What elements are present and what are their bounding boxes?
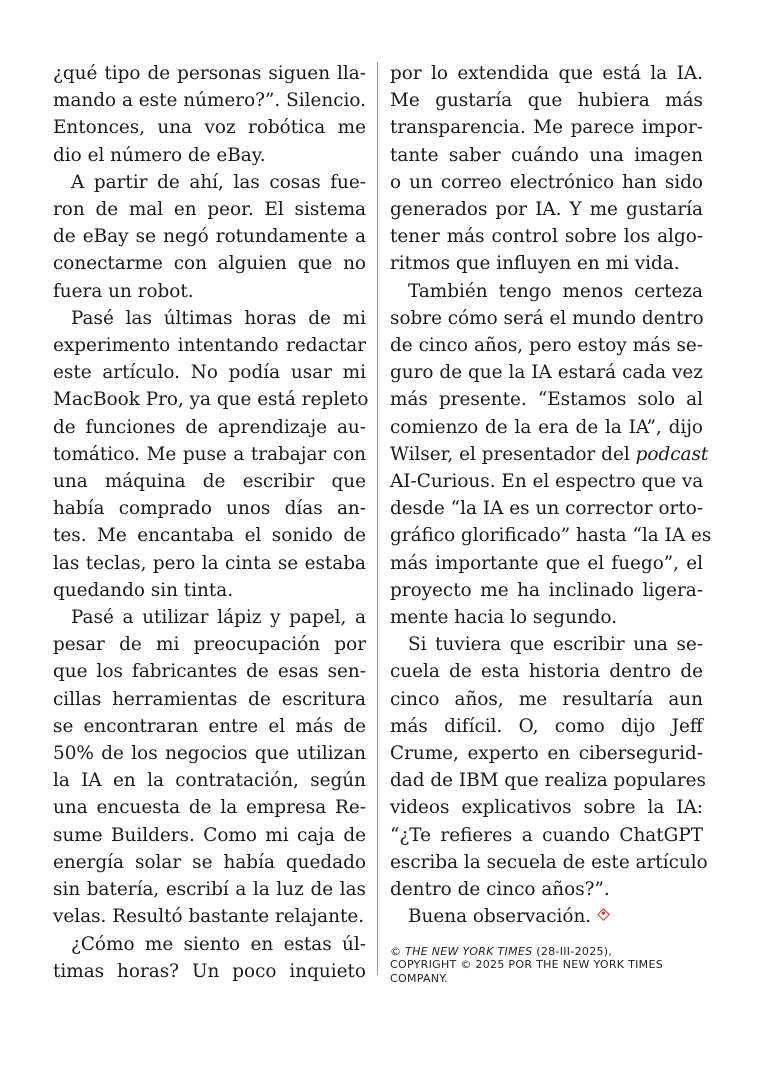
- text-line: guro de que la IA estará cada vez: [390, 362, 703, 384]
- text-line: la IA en la contratación, según: [53, 770, 366, 792]
- text-line: cuela de esta historia dentro de: [390, 661, 703, 683]
- text-line: ritmos que influyen en mi vida.: [390, 253, 680, 275]
- text-line: las teclas, pero la cinta se estaba: [53, 552, 366, 574]
- text-line: MacBook Pro, ya que está repleto: [53, 389, 369, 411]
- text-line: Entonces, una voz robótica me: [53, 117, 366, 139]
- text-line: mando a este número?”. Silencio.: [53, 90, 366, 112]
- text-line: 50% de los negocios que utilizan: [53, 743, 366, 765]
- copyright-credit: [390, 945, 703, 986]
- text-line: conectarme con alguien que no: [53, 253, 366, 275]
- text-line: más importante que el fuego”, el: [390, 552, 703, 574]
- podcast-word: podcast: [635, 443, 709, 465]
- text-line: Pasé a utilizar lápiz y papel, a: [71, 607, 366, 629]
- text-line: “¿Te refieres a cuando ChatGPT: [390, 824, 703, 846]
- text-line: AI-Curious. En el espectro que va: [390, 471, 704, 493]
- text-line: de eBay se negó rotundamente a: [53, 226, 366, 248]
- closing-sentence: Buena observación.: [408, 906, 592, 928]
- text-line: de cinco años, pero estoy más se-: [390, 335, 703, 357]
- text-line: cillas herramientas de escritura: [53, 688, 366, 710]
- text-line: cinco años, me resultaría aun: [390, 688, 703, 710]
- text-line: A partir de ahí, las cosas fue-: [71, 171, 366, 193]
- text-span: Wilser, el presentador del: [390, 443, 630, 465]
- text-line: comienzo de la era de la IA”, dijo: [390, 416, 703, 438]
- text-line: fuera un robot.: [53, 280, 194, 302]
- right-column: [390, 60, 712, 985]
- text-line: También tengo menos certeza: [408, 280, 703, 302]
- text-line: tomático. Me puse a trabajar con: [53, 443, 366, 465]
- credit-date: (28-III-2025),: [532, 944, 613, 958]
- text-line: [390, 441, 709, 468]
- text-line: este artículo. No podía usar mi: [53, 362, 366, 384]
- text-line: ¿qué tipo de personas siguen lla-: [53, 63, 366, 84]
- text-line: más difícil. O, como dijo Jeff: [390, 715, 703, 737]
- text-line: timas horas? Un poco inquieto: [53, 960, 366, 982]
- text-line: transparencia. Me parece impor-: [390, 117, 703, 139]
- text-line: sume Builders. Como mi caja de: [53, 824, 366, 846]
- text-line: una encuesta de la empresa Re-: [53, 797, 366, 819]
- text-line: dad de IBM que realiza populares: [390, 770, 706, 792]
- text-line: dentro de cinco años?”.: [390, 879, 610, 901]
- text-line: tante saber cuándo una imagen: [390, 144, 703, 166]
- credit-prefix: ©: [390, 944, 406, 958]
- credit-publication: THE NEW YORK TIMES: [405, 944, 533, 958]
- text-line: se encontraran entre el más de: [53, 715, 366, 737]
- text-line: experimento intentando redactar: [53, 335, 366, 357]
- text-line: o un correo electrónico han sido: [390, 171, 703, 193]
- text-line: tes. Me encantaba el sonido de: [53, 525, 366, 547]
- text-line: generados por IA. Y me gustaría: [390, 199, 703, 221]
- text-line: sobre cómo será el mundo dentro: [390, 307, 704, 329]
- text-line: quedando sin tinta.: [53, 579, 234, 601]
- credit-line-3: COMPANY.: [390, 971, 448, 985]
- text-line: de funciones de aprendizaje au-: [53, 416, 366, 438]
- diamond-end-icon: [597, 908, 610, 921]
- text-line: más presente. “Estamos solo al: [390, 389, 703, 411]
- text-line: ¿Cómo me siento en estas úl-: [71, 933, 366, 955]
- text-line: pesar de mi preocupación por: [53, 634, 366, 656]
- text-line: mente hacia lo segundo.: [390, 607, 618, 629]
- text-line: una máquina de escribir que: [53, 471, 366, 493]
- text-line: Crume, experto en cibersegurid-: [390, 743, 703, 765]
- text-line: velas. Resultó bastante relajante.: [53, 906, 365, 928]
- text-line: Me gustaría que hubiera más: [390, 90, 703, 112]
- text-line: Pasé las últimas horas de mi: [71, 307, 366, 329]
- text-line: Si tuviera que escribir una se-: [408, 634, 703, 656]
- credit-line-2: COPYRIGHT © 2025 POR THE NEW YORK TIMES: [390, 958, 663, 971]
- text-line: ron de mal en peor. El sistema: [53, 199, 366, 221]
- text-line: por lo extendida que está la IA.: [390, 63, 703, 84]
- text-line: tener más control sobre los algo-: [390, 226, 703, 248]
- text-line: había comprado unos días an-: [53, 498, 366, 520]
- left-column: [53, 60, 369, 985]
- credit-line-1: [390, 945, 703, 959]
- text-line: sin batería, escribí a la luz de las: [53, 879, 366, 901]
- text-line: que los fabricantes de esas sen-: [53, 661, 366, 683]
- text-line: gráfico glorificado” hasta “la IA es: [390, 525, 712, 547]
- text-line: desde “la IA es un corrector orto-: [390, 498, 703, 520]
- column-divider: [377, 62, 378, 975]
- text-line: escriba la secuela de este artículo: [390, 851, 708, 873]
- text-line: [390, 903, 703, 930]
- text-line: proyecto me ha inclinado ligera-: [390, 579, 703, 601]
- text-line: energía solar se había quedado: [53, 851, 366, 873]
- text-line: videos explicativos sobre la IA:: [390, 797, 703, 819]
- text-line: dio el número de eBay.: [53, 144, 266, 166]
